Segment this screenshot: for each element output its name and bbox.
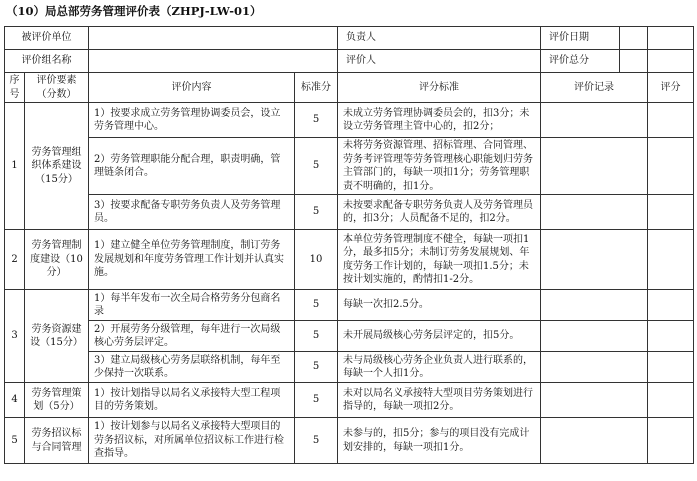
- evaluation-content: 3）按要求配备专职劳务负责人及劳务管理员。: [89, 195, 295, 230]
- score-cell[interactable]: [648, 418, 694, 464]
- record-cell[interactable]: [541, 103, 648, 138]
- col-criteria-header: 评分标准: [338, 73, 541, 103]
- evaluation-content: 3）建立局级核心劳务层联络机制，每年至少保持一次联系。: [89, 352, 295, 383]
- evaluation-table: [4, 26, 694, 464]
- responsible-label: 负责人: [338, 27, 541, 50]
- group-number: 1: [5, 103, 25, 230]
- table-row: [5, 103, 694, 138]
- evaluated-unit-label: 被评价单位: [5, 27, 89, 50]
- standard-score: 10: [295, 230, 338, 290]
- group-number: 4: [5, 383, 25, 418]
- record-cell[interactable]: [541, 290, 648, 321]
- scoring-criteria: 本单位劳务管理制度不健全，每缺一项扣1分，最多扣5分；未制订劳务发展规划、年度劳务工作计划的，每缺一项扣1.5分；未按计划实施的，酌情扣1-2分。: [338, 230, 541, 290]
- scoring-criteria: 未开展局级核心劳务层评定的，扣5分。: [338, 321, 541, 352]
- standard-score: 5: [295, 195, 338, 230]
- table-row: [5, 230, 694, 290]
- table-row: [5, 352, 694, 383]
- evaluated-unit-field[interactable]: [89, 27, 338, 50]
- scoring-criteria: 未参与的，扣5分；参与的项目没有完成计划安排的，每缺一项扣1分。: [338, 418, 541, 464]
- record-cell[interactable]: [541, 383, 648, 418]
- table-row: [5, 195, 694, 230]
- standard-score: 5: [295, 138, 338, 195]
- evaluation-element: 劳务资源建设（15分）: [25, 290, 89, 383]
- col-record-header: 评价记录: [541, 73, 648, 103]
- standard-score: 5: [295, 103, 338, 138]
- group-number: 3: [5, 290, 25, 383]
- evaluation-content: 2）开展劳务分级管理，每年进行一次局级核心劳务层评定。: [89, 321, 295, 352]
- record-cell[interactable]: [541, 321, 648, 352]
- evaluation-content: 2）劳务管理职能分配合理，职责明确，管理链条闭合。: [89, 138, 295, 195]
- total-score-label: 评价总分: [549, 55, 589, 66]
- evaluation-content: 1）按计划参与以局名义承接特大型项目的劳务招议标，对所属单位招议标工作进行检查指导。: [89, 418, 295, 464]
- evaluator-label: 评价人: [338, 50, 541, 73]
- group-number: 5: [5, 418, 25, 464]
- table-row: [5, 321, 694, 352]
- col-no-header: 序号: [5, 73, 25, 103]
- header-row-1: [5, 27, 694, 50]
- scoring-criteria: 未按要求配备专职劳务负责人及劳务管理员的，扣3分；人员配备不足的，扣2分。: [338, 195, 541, 230]
- evaluation-content: 1）按要求成立劳务管理协调委员会，设立劳务管理中心。: [89, 103, 295, 138]
- standard-score: 5: [295, 290, 338, 321]
- col-content-header: 评价内容: [89, 73, 295, 103]
- score-cell[interactable]: [648, 352, 694, 383]
- standard-score: 5: [295, 383, 338, 418]
- eval-team-field[interactable]: [89, 50, 338, 73]
- scoring-criteria: 未将劳务资源管理、招标管理、合同管理、劳务考评管理等劳务管理核心职能划归劳务主管部门的，每缺一项扣1分；劳务管理职责不明确的，扣1分。: [338, 138, 541, 195]
- score-cell[interactable]: [648, 383, 694, 418]
- record-cell[interactable]: [541, 138, 648, 195]
- column-header-row: [5, 73, 694, 103]
- standard-score: 5: [295, 418, 338, 464]
- score-cell[interactable]: [648, 138, 694, 195]
- scoring-criteria: 未与局级核心劳务企业负责人进行联系的，每缺一个人扣1分。: [338, 352, 541, 383]
- total-score-label-cell: [541, 50, 648, 73]
- header-row-2: [5, 50, 694, 73]
- record-cell[interactable]: [541, 195, 648, 230]
- document-title: （10）局总部劳务管理评价表（ZHPJ-LW-01）: [6, 4, 262, 18]
- score-cell[interactable]: [648, 290, 694, 321]
- standard-score: 5: [295, 352, 338, 383]
- col-element-header: 评价要素（分数）: [25, 73, 89, 103]
- scoring-criteria: 未对以局名义承接特大型项目劳务策划进行指导的，每缺一项扣2分。: [338, 383, 541, 418]
- record-cell[interactable]: [541, 352, 648, 383]
- record-cell[interactable]: [541, 230, 648, 290]
- score-cell[interactable]: [648, 103, 694, 138]
- score-cell[interactable]: [648, 321, 694, 352]
- table-row: [5, 418, 694, 464]
- table-row: [5, 290, 694, 321]
- evaluation-content: 1）按计划指导以局名义承接特大型工程项目的劳务策划。: [89, 383, 295, 418]
- eval-date-label-cell: [541, 27, 648, 50]
- evaluation-content: 1）每半年发布一次全局合格劳务分包商名录: [89, 290, 295, 321]
- eval-team-label: 评价组名称: [5, 50, 89, 73]
- group-number: 2: [5, 230, 25, 290]
- score-cell[interactable]: [648, 230, 694, 290]
- evaluation-element: 劳务招议标与合同管理: [25, 418, 89, 464]
- table-row: [5, 138, 694, 195]
- eval-date-field[interactable]: [648, 27, 694, 50]
- table-row: [5, 383, 694, 418]
- evaluation-content: 1）建立健全单位劳务管理制度，制订劳务发展规划和年度劳务管理工作计划并认真实施。: [89, 230, 295, 290]
- evaluation-element: 劳务管理组织体系建设（15分）: [25, 103, 89, 230]
- col-score-header: 评分: [648, 73, 694, 103]
- evaluation-element: 劳务管理制度建设（10分）: [25, 230, 89, 290]
- scoring-criteria: 每缺一次扣2.5分。: [338, 290, 541, 321]
- col-std-header: 标准分: [295, 73, 338, 103]
- record-cell[interactable]: [541, 418, 648, 464]
- total-score-field[interactable]: [648, 50, 694, 73]
- eval-date-label: 评价日期: [549, 32, 589, 43]
- scoring-criteria: 未成立劳务管理协调委员会的，扣3分；未设立劳务管理主管中心的，扣2分；: [338, 103, 541, 138]
- standard-score: 5: [295, 321, 338, 352]
- score-cell[interactable]: [648, 195, 694, 230]
- evaluation-element: 劳务管理策划（5分）: [25, 383, 89, 418]
